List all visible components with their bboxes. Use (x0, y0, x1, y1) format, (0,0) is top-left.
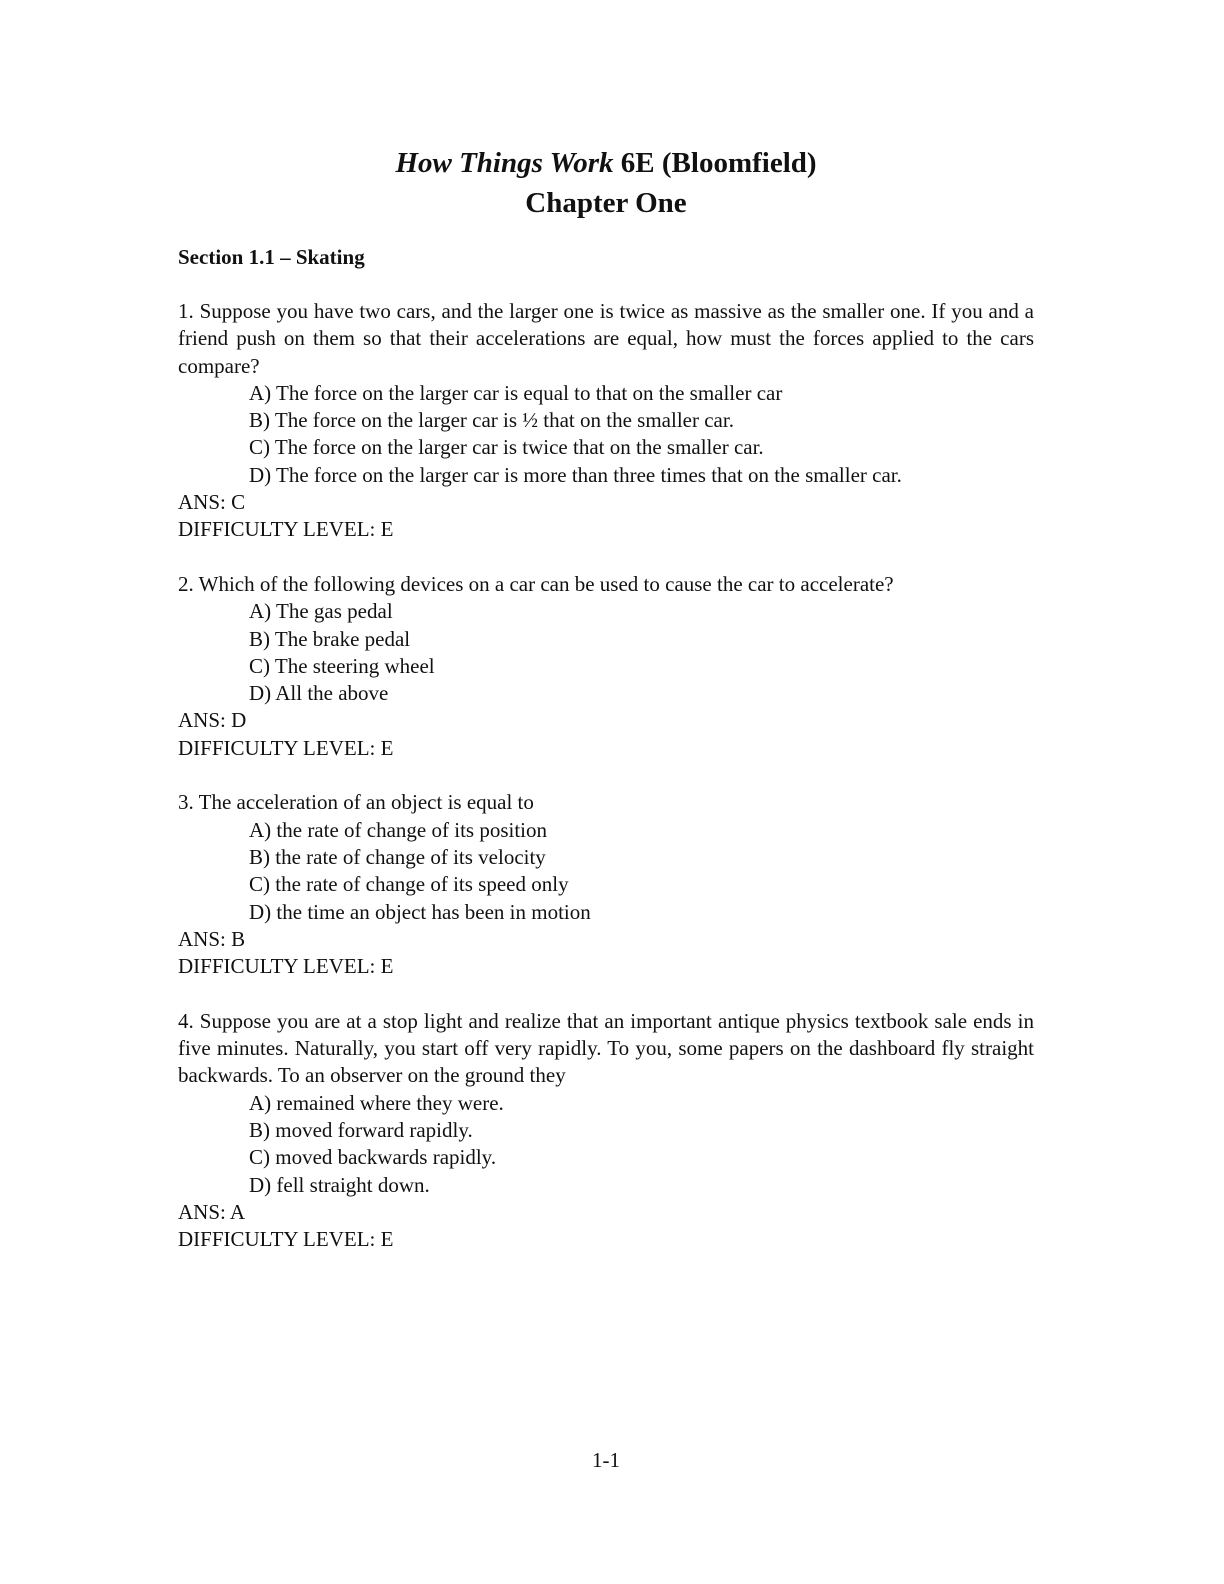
choice-d: D) The force on the larger car is more than three times that on the smaller car. (249, 462, 902, 487)
choice-a: A) remained where they were. (249, 1090, 504, 1115)
choice-list (178, 598, 1034, 707)
answer-line: ANS: B (178, 926, 246, 951)
choice-b: B) The brake pedal (249, 626, 411, 651)
choice-a: A) The gas pedal (249, 599, 393, 624)
title-italic: How Things Work (395, 147, 614, 179)
choice-c: C) moved backwards rapidly. (249, 1145, 497, 1170)
choice-d: D) All the above (249, 681, 389, 706)
answer-line: ANS: C (178, 490, 246, 515)
choice-a: A) the rate of change of its position (249, 817, 547, 842)
choice-b: B) moved forward rapidly. (249, 1117, 473, 1142)
question-2 (178, 571, 1034, 762)
choice-list (178, 380, 1034, 489)
choice-c: C) The steering wheel (249, 653, 435, 678)
question-4 (178, 1008, 1034, 1254)
question-3 (178, 789, 1034, 980)
chapter-title: Chapter One (525, 187, 687, 219)
choice-d: D) the time an object has been in motion (249, 899, 591, 924)
choice-a: A) The force on the larger car is equal to that on the smaller car (249, 380, 783, 405)
question-stem: 1. Suppose you have two cars, and the larger one is twice as massive as the smaller one. If you and a friend push on them so that their accelerations are equal, how must the forces applied to the cars compare? (178, 299, 1034, 378)
document-title (178, 143, 1034, 183)
answer-line: ANS: D (178, 708, 247, 733)
difficulty-line: DIFFICULTY LEVEL: E (178, 1227, 394, 1252)
choice-b: B) The force on the larger car is ½ that on the smaller car. (249, 408, 734, 433)
choice-d: D) fell straight down. (249, 1172, 430, 1197)
answer-line: ANS: A (178, 1199, 246, 1224)
question-list (178, 298, 1034, 1281)
page-number: 1-1 (592, 1448, 620, 1472)
title-rest: 6E (Bloomfield) (613, 147, 817, 179)
question-stem: 4. Suppose you are at a stop light and realize that an important antique physics textbook sale ends in five minutes. Naturally, you start off very rapidly. To you, some papers on the dashboard fly straight backwards. To an observer on the ground they (178, 1008, 1034, 1088)
choice-list (178, 817, 1034, 926)
title-block (178, 143, 1034, 223)
section-heading: Section 1.1 – Skating (178, 245, 365, 269)
difficulty-line: DIFFICULTY LEVEL: E (178, 735, 394, 760)
difficulty-line: DIFFICULTY LEVEL: E (178, 517, 394, 542)
choice-list (178, 1090, 1034, 1199)
question-stem: 3. The acceleration of an object is equal to (178, 790, 534, 815)
choice-c: C) the rate of change of its speed only (249, 872, 569, 897)
question-stem: 2. Which of the following devices on a car can be used to cause the car to accelerate? (178, 571, 894, 596)
document-page (178, 0, 1034, 1584)
difficulty-line: DIFFICULTY LEVEL: E (178, 954, 394, 979)
choice-c: C) The force on the larger car is twice that on the smaller car. (249, 435, 764, 460)
question-1 (178, 298, 1034, 544)
choice-b: B) the rate of change of its velocity (249, 844, 546, 869)
